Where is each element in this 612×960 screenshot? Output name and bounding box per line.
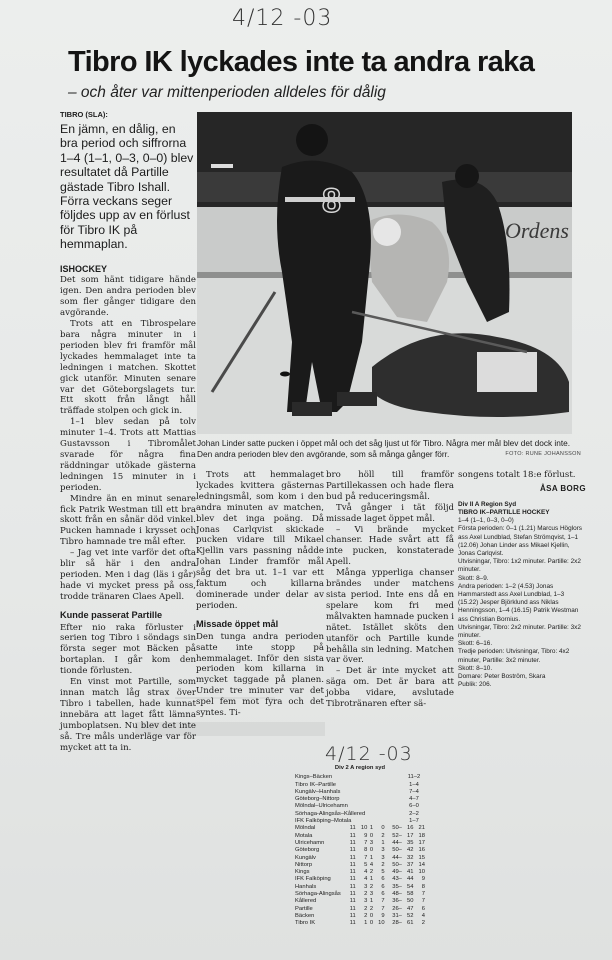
standings-team: Kings	[295, 869, 310, 876]
standings-pts: 17	[418, 839, 425, 846]
standings-pts: 7	[421, 891, 425, 898]
result-row	[295, 774, 425, 781]
standings-gp: 11	[349, 839, 356, 846]
standings-row	[295, 855, 425, 862]
standings-team: Göteborg	[295, 847, 320, 854]
standings-pts: 10	[418, 869, 425, 876]
paragraph: – Vi brände mycket chanser. Hade svårt att få inte pucken, konstaterade Apell.	[326, 524, 454, 568]
results-list	[295, 774, 425, 825]
standings-row	[295, 869, 425, 876]
paragraph: Trots att en Tibrospelare bara några minuter in i perioden blev fri framför mål lyckades hemmalaget inte ta ledningen i matchen. Skottet gick utanför. Minuten senare var det Göteborgslagets tur. Ett skott från långt håll träffade stolpen och gick in.	[60, 319, 196, 417]
dateline: TIBRO (SLA):	[60, 110, 108, 119]
handwritten-date-bottom: 4/12 -03	[325, 743, 413, 765]
standings-gp: 11	[349, 876, 356, 883]
league-table-clipping	[295, 765, 425, 928]
photo-credit: FOTO: RUNE JOHANSSON	[505, 450, 581, 457]
standings-team: IFK Falköping	[295, 876, 331, 883]
standings-team: Sörhaga-Alingsås	[295, 891, 341, 898]
standings-gf: 36–	[392, 898, 402, 905]
standings-pts: 8	[421, 883, 425, 890]
standings-ga: 32	[406, 854, 414, 861]
standings-d: 0	[369, 920, 374, 927]
standings-l: 2	[381, 832, 385, 839]
standings-d: 1	[369, 854, 374, 861]
standings-row	[295, 906, 425, 913]
result-match: Mölndal–Ulricehamn	[295, 803, 348, 810]
standings-l: 6	[381, 891, 385, 898]
factbox-league: Div II A Region Syd	[458, 500, 517, 508]
standings-gf: 48–	[392, 891, 402, 898]
factbox-line: Utvisningar, Tibro: 2x2 minuter. Partille: 3x2 minuter.	[458, 623, 581, 640]
standings-row	[295, 862, 425, 869]
standings-gp: 11	[349, 825, 356, 832]
photo-caption: Johan Linder satte pucken i öppet mål och det såg ljust ut för Tibro. Några mer mål blev det dock inte. Den andra perioden blev den avgörande, som så många gånger förr.	[197, 438, 571, 459]
result-match: Kungälv–Hanhals	[295, 788, 341, 795]
bleed-through-mark	[175, 697, 275, 699]
factbox-line: Domare: Peter Boström, Skara	[458, 673, 546, 681]
paragraph: – Jag vet inte varför det ofta blir så här i den andra perioden. Men i dag (läs i går) hade vi mycket press på oss, trodde tränaren Claes Apell.	[60, 548, 196, 602]
standings-w: 7	[364, 854, 368, 861]
standings-gp: 11	[349, 883, 356, 890]
photo-caption-block	[197, 438, 583, 459]
standings-l: 3	[381, 854, 385, 861]
result-score: 2–2	[409, 810, 419, 817]
standings-gp: 11	[349, 891, 356, 898]
article-column-3	[326, 470, 454, 710]
factbox-line: Utvisningar, Tibro: 1x2 minuter. Partille: 2x2 minuter.	[458, 558, 581, 574]
standings-pts: 6	[421, 905, 425, 912]
standings-ga: 50	[406, 898, 414, 905]
paragraph: En vinst mot Partille, som innan match låg strax över Tibro i tabellen, hade kunnat innebära att laget fått lämna jumboplatsen. Nu blev det inte så. Tre måls underläge var för mycket att ta in.	[60, 677, 196, 753]
handwritten-date-top: 4/12 -03	[232, 6, 333, 31]
standings-gf: 52–	[392, 832, 402, 839]
standings-team: Bäcken	[295, 912, 315, 919]
result-score: 11–2	[407, 774, 421, 781]
standings-gf: 35–	[392, 883, 402, 890]
standings-gp: 11	[349, 898, 356, 905]
standings-gp: 11	[349, 832, 356, 839]
factbox-line: Första perioden: 0–1 (1.21) Marcus Höglors ass Axel Lundblad, Stefan Strömqvist, 1–1 (12.06) Johan Linder ass Mikael Kjellin, Jonas Carlqvist.	[458, 525, 582, 558]
standings-w: 4	[364, 876, 368, 883]
result-row	[295, 818, 425, 825]
result-match: Göteborg–Nittorp	[295, 796, 340, 803]
standings-d: 2	[369, 883, 374, 890]
factbox-line: Skott: 6–16.	[458, 640, 493, 648]
standings-w: 10	[360, 825, 368, 832]
factbox-line: Andra perioden: 1–2 (4.53) Jonas Hammarstedt ass Axel Lundblad, 1–3 (15.22) Jesper Björklund ass Niklas Henningsson, 1–4 (16.15) Patrik Westman ass Christian Bornius.	[458, 582, 579, 623]
factbox-line: Skott: 8–10.	[458, 664, 493, 672]
result-match: Kings–Bäcken	[295, 774, 333, 781]
standings-d: 1	[369, 898, 374, 905]
standings-gf: 26–	[392, 905, 402, 912]
standings-l: 0	[381, 825, 385, 832]
paragraph: Det som hänt tidigare hände igen. Den andra perioden blev som fler gånger tidigare den avgörande.	[60, 275, 196, 319]
article-headline: Tibro IK lyckades inte ta andra raka	[68, 46, 535, 78]
standings-row	[295, 898, 425, 905]
result-score: 4–7	[409, 796, 419, 803]
standings-w: 3	[364, 898, 368, 905]
result-row	[295, 803, 425, 810]
paragraph: songens totalt 18:e förlust.	[458, 470, 576, 480]
article-lead: En jämn, en dålig, en bra period och siffrorna 1–4 (1–1, 0–3, 0–0) blev resultatet då Partille gästade Tibro Ishall. Förra veckans seger följdes upp av en förlust för Tibro IK på hemmaplan.	[60, 121, 194, 252]
article-column-2	[196, 470, 324, 719]
standings-d: 2	[369, 869, 374, 876]
standings-w: 2	[364, 912, 368, 919]
standings-ga: 41	[406, 869, 414, 876]
standings-l: 1	[381, 839, 385, 846]
standings-d: 0	[369, 832, 374, 839]
standings-gp: 11	[349, 912, 356, 919]
hockey-scene-illustration	[197, 112, 572, 434]
result-score: 1–4	[409, 781, 419, 788]
standings-row	[295, 876, 425, 883]
standings-ga: 17	[406, 832, 414, 839]
standings-team: Mölndal	[295, 825, 316, 832]
standings-ga: 35	[406, 839, 414, 846]
standings-d: 0	[369, 847, 374, 854]
standings-gp: 11	[349, 854, 356, 861]
standings-gp: 11	[349, 861, 356, 868]
standings-pts: 18	[418, 832, 425, 839]
result-row	[295, 789, 425, 796]
standings-pts: 16	[418, 847, 425, 854]
standings-gf: 50–	[392, 847, 402, 854]
result-score: 7–4	[409, 788, 419, 795]
result-match: Tibro IK–Partille	[295, 781, 337, 788]
factbox-result: 1–4 (1–1, 0–3, 0–0)	[458, 517, 514, 525]
standings-l: 9	[381, 912, 385, 919]
standings-team: Partille	[295, 905, 313, 912]
subheading: Kunde passerat Partille	[60, 609, 163, 620]
standings-d: 3	[369, 839, 374, 846]
standings-ga: 54	[406, 883, 414, 890]
standings-team: Motala	[295, 832, 313, 839]
bleed-through-mark	[135, 722, 325, 736]
standings-gp: 11	[349, 920, 356, 927]
factbox-line: Publik: 206.	[458, 681, 492, 689]
standings-l: 7	[381, 898, 385, 905]
standings-row	[295, 833, 425, 840]
standings-pts: 15	[418, 854, 425, 861]
paragraph: bro höll till framför Partillekassen och hade flera bud på reduceringsmål.	[326, 470, 454, 502]
factbox-line: Tredje perioden: Utvisningar, Tibro: 4x2 minuter, Partille: 3x2 minuter.	[458, 648, 570, 664]
league-table-title: Div 2 A region syd	[334, 765, 386, 771]
standings-ga: 42	[406, 847, 414, 854]
standings-ga: 16	[406, 825, 414, 832]
paragraph: Trots att hemmalaget lyckades kvittera gästernas ledningsmål, som kom i den andra minuten av matchen, blev det inga poäng. Då Jonas Carlqvist skickade pucken vidare till Mikael Kjellin vars passning nådde Johan Linder framför mål såg det bra ut. 1–1 var ett faktum och killarna dominerade under delar av perioden.	[196, 470, 324, 611]
section-label: ISHOCKEY	[60, 263, 108, 274]
standings-d: 1	[369, 825, 374, 832]
rink-banner-text: Ordens	[505, 218, 569, 243]
standings-gf: 44–	[392, 854, 402, 861]
standings-ga: 47	[406, 905, 414, 912]
standings-team: Nittorp	[295, 861, 313, 868]
standings-gf: 44–	[392, 839, 402, 846]
standings-gp: 11	[349, 905, 356, 912]
standings-l: 2	[381, 861, 385, 868]
standings-team: Tibro IK	[295, 920, 316, 927]
standings-w: 2	[364, 891, 368, 898]
standings-w: 4	[364, 869, 368, 876]
standings-row	[295, 825, 425, 832]
standings-gf: 31–	[392, 912, 402, 919]
standings-row	[295, 847, 425, 854]
article-column-4	[458, 470, 586, 689]
factbox-line: Skott: 8–9.	[458, 574, 489, 582]
standings-ga: 61	[406, 920, 414, 927]
standings-l: 10	[378, 920, 385, 927]
standings-w: 3	[364, 883, 368, 890]
standings-w: 2	[364, 905, 368, 912]
match-factbox	[458, 501, 586, 690]
standings-gf: 50–	[392, 861, 402, 868]
standings-w: 7	[364, 839, 368, 846]
standings-ga: 37	[406, 861, 414, 868]
paragraph: Två gånger i tät följd missade laget öppet mål.	[326, 502, 454, 524]
result-score: 1–7	[409, 818, 419, 825]
standings-ga: 52	[406, 912, 414, 919]
standings-gf: 49–	[392, 869, 402, 876]
result-match: IFK Falköping–Motala	[295, 818, 352, 825]
result-row	[295, 782, 425, 789]
result-score: 6–0	[409, 803, 419, 810]
standings-d: 1	[369, 876, 374, 883]
standings-w: 8	[364, 847, 368, 854]
result-match: Sörhaga-Alingsås–Kållered	[295, 810, 366, 817]
standings-table	[295, 825, 425, 927]
standings-pts: 2	[421, 920, 425, 927]
standings-l: 3	[381, 847, 385, 854]
standings-row	[295, 884, 425, 891]
standings-d: 2	[369, 905, 374, 912]
standings-pts: 14	[418, 861, 425, 868]
paragraph: – Det är inte mycket att säga om. Det är bara att jobba vidare, avslutade Tibrotränaren efter sä-	[326, 666, 454, 710]
standings-l: 6	[381, 876, 385, 883]
standings-gf: 43–	[392, 876, 402, 883]
paragraph: 1–1 blev sedan på tolv minuter 1–4. Trots att Mattias Gustavsson i Tibromålet svarade för några fina räddningar utökade gästerna ledningen 15 minuter in i perioden.	[60, 417, 196, 493]
standings-l: 5	[381, 869, 385, 876]
standings-gf: 50–	[392, 825, 402, 832]
standings-pts: 4	[421, 912, 425, 919]
standings-gp: 11	[349, 847, 356, 854]
standings-w: 5	[364, 861, 368, 868]
result-row	[295, 796, 425, 803]
standings-ga: 58	[406, 891, 414, 898]
standings-w: 9	[364, 832, 368, 839]
standings-team: Kungälv	[295, 854, 316, 861]
paragraph: Efter nio raka förluster i serien tog Tibro i söndags sin första seger mot Bäcken på bortaplan. I går kom den tionde förlusten.	[60, 622, 196, 677]
standings-d: 3	[369, 891, 374, 898]
byline: ÅSA BORG	[539, 483, 586, 493]
standings-row	[295, 920, 425, 927]
standings-d: 0	[369, 912, 374, 919]
standings-gp: 11	[349, 869, 356, 876]
paragraph: Många ypperliga chanser brändes under matchens sista period. Inte ens då en spelare kom fri med målvakten hamnade pucken i nätet. Istället sköts den utanför och Partille kunde behålla sin ledning. Matchen var över.	[326, 568, 454, 666]
standings-l: 7	[381, 905, 385, 912]
standings-team: Ulricehamn	[295, 839, 325, 846]
standings-row	[295, 913, 425, 920]
standings-pts: 9	[421, 876, 425, 883]
subheading: Missade öppet mål	[196, 618, 279, 629]
article-column-1	[60, 110, 196, 753]
standings-w: 1	[364, 920, 368, 927]
article-subheadline: – och åter var mittenperioden alldeles för dålig	[68, 84, 386, 101]
standings-team: Hanhals	[295, 883, 317, 890]
standings-pts: 21	[418, 825, 425, 832]
standings-ga: 44	[406, 876, 414, 883]
paragraph: Den tunga andra perioden satte inte stopp på hemmalaget. Inför den sista perioden kom killarna in mycket taggade på planen. Under tre minuter var det spel fem mot fyra och det syntes. Ti-	[196, 631, 324, 719]
factbox-match: TIBRO IK–PARTILLE HOCKEY	[458, 509, 550, 517]
standings-row	[295, 840, 425, 847]
result-row	[295, 811, 425, 818]
hockey-photo	[197, 112, 572, 434]
standings-pts: 7	[421, 898, 425, 905]
paragraph: Mindre än en minut senare fick Patrik Westman till ett bra skott från en sånär död vinkel. Pucken hamnade i krysset och Tibro hamnade tre mål efter.	[60, 493, 196, 548]
standings-l: 6	[381, 883, 385, 890]
standings-team: Kållered	[295, 898, 317, 905]
standings-gf: 28–	[392, 920, 402, 927]
standings-d: 4	[369, 861, 374, 868]
